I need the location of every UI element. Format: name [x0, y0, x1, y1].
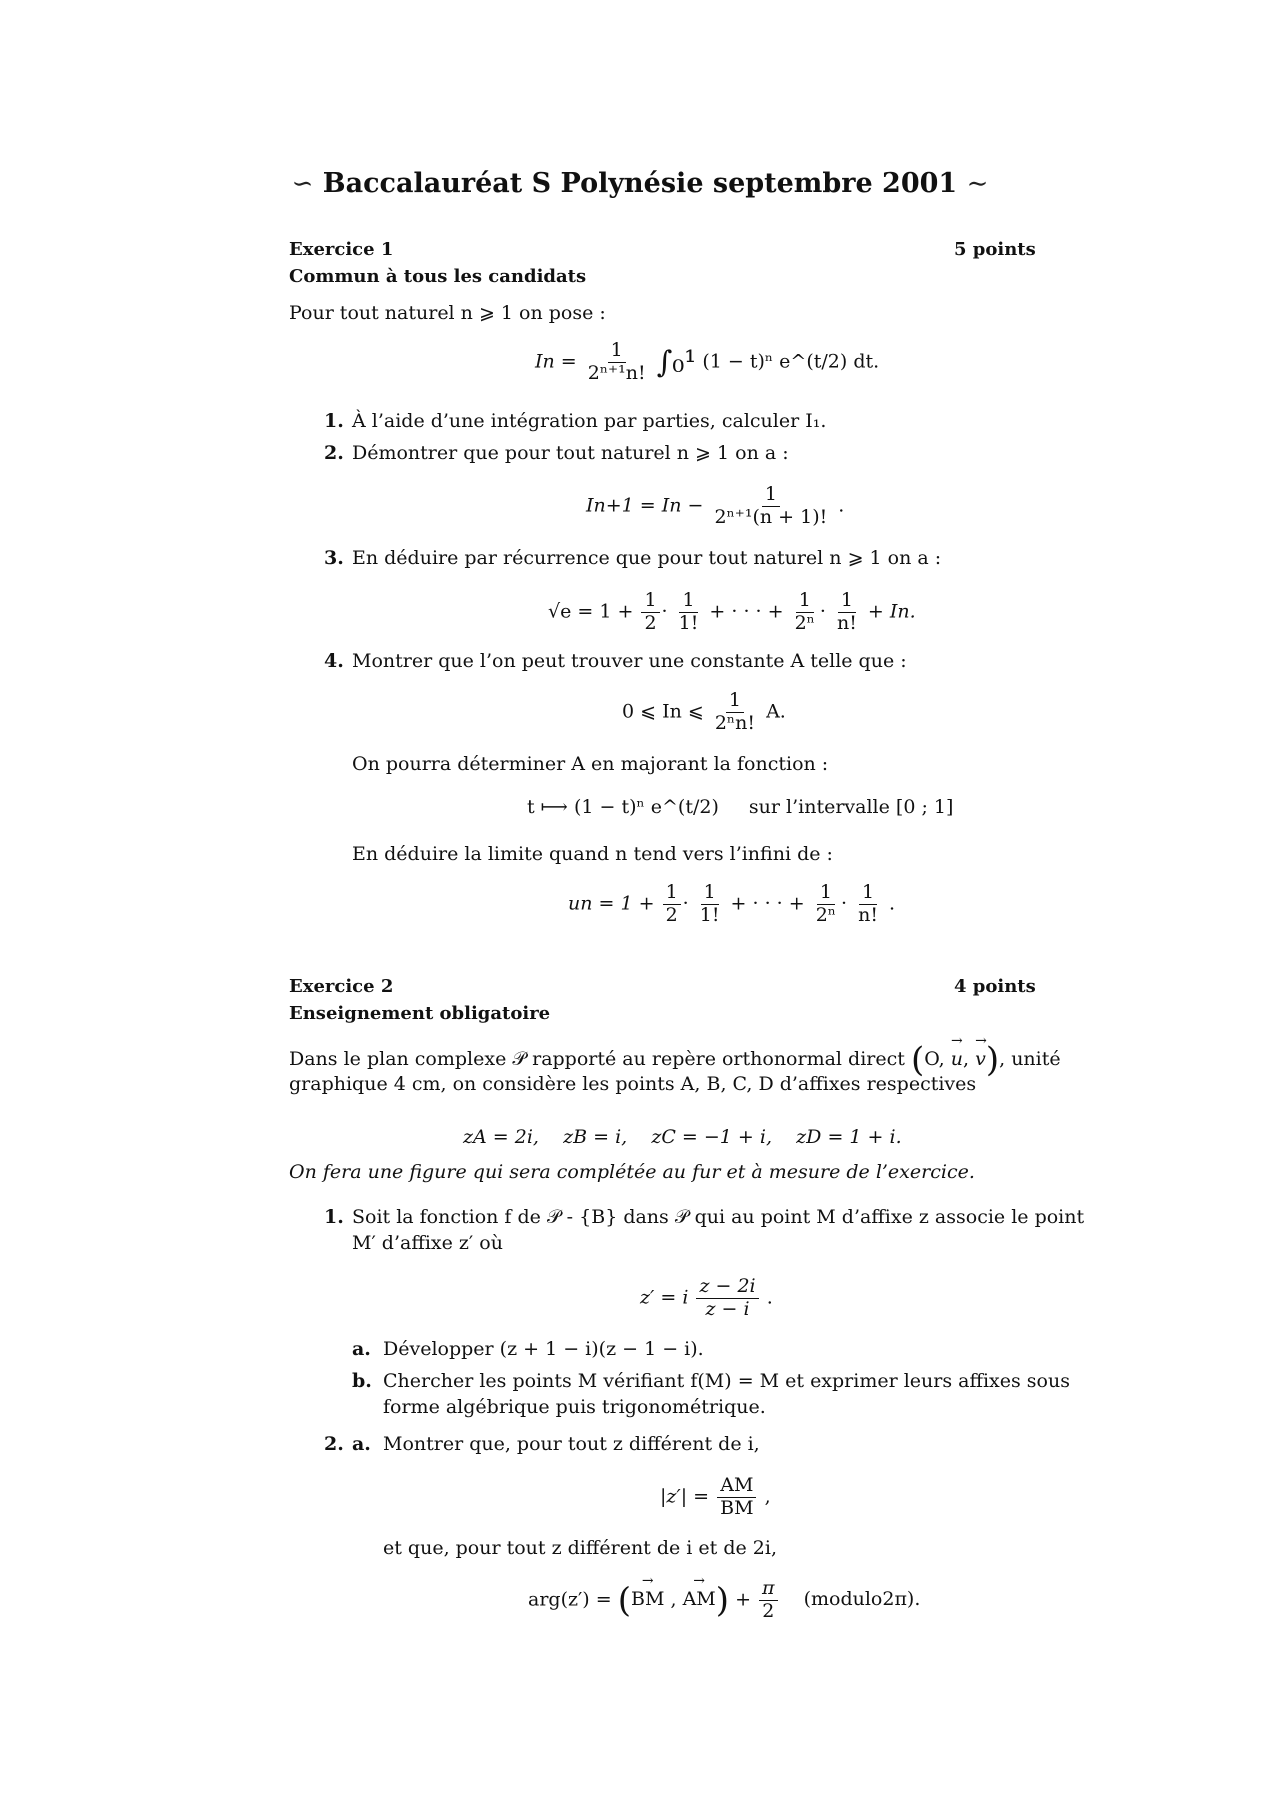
ex1-q1-text: À l’aide d’une intégration par parties, calculer I₁.: [352, 410, 827, 432]
eq-un-frac-c: [813, 882, 839, 927]
eq-un-d-den: n!: [858, 903, 878, 926]
eq-fun-map: t ⟼ (1 − t)ⁿ e^(t/2): [527, 796, 719, 818]
frame-origin: O,: [924, 1048, 945, 1070]
ex2-intro-a: Dans le plan complexe 𝒫 rapporté au repère orthonormal direct: [289, 1048, 905, 1070]
eq-sqrt-d-num: 1: [838, 590, 856, 613]
ex2-q1-number: 1.: [324, 1206, 344, 1228]
eq-un-a-den: 2: [665, 903, 678, 926]
eq-mod-end: ,: [764, 1485, 771, 1508]
ex1-heading: Exercice 1: [289, 239, 394, 260]
eq-In-body: (1 − t)ⁿ e^(t/2) dt.: [702, 350, 880, 373]
ex2-qb-text: Chercher les points M vérifiant f(M) = M et exprimer leurs affixes sous: [383, 1370, 1070, 1392]
ex2-q2a-text: Montrer que, pour tout z différent de i,: [383, 1433, 760, 1455]
page-title: [0, 168, 1280, 199]
eq-un-c-num: 1: [817, 882, 835, 905]
eq-recurrence: [586, 484, 844, 529]
eq-zprime-end: .: [766, 1286, 773, 1309]
ex2-heading: Exercice 2: [289, 976, 394, 997]
eq-In-num: 1: [608, 340, 626, 363]
eq-modulus: [660, 1475, 771, 1520]
eq-sqrt-b-den: 1!: [678, 611, 699, 634]
eq-argument: [528, 1578, 920, 1623]
eq-bound-den: 2ⁿn!: [714, 711, 756, 734]
eq-sqrt-frac-c: [792, 590, 818, 635]
eq-sqrt-a-den: 2: [644, 611, 657, 634]
eq-arg-num: π: [759, 1578, 778, 1601]
ex2-qb-text2: forme algébrique puis trigonométrique.: [383, 1396, 766, 1418]
ex2-q2a-label: a.: [352, 1433, 371, 1455]
eq-rec-end: .: [838, 494, 845, 517]
eq-sqrt-lhs: √e = 1 +: [548, 600, 634, 623]
eq-un-b-den: 1!: [699, 903, 720, 926]
eq-mod-lhs: |z′| =: [660, 1485, 710, 1508]
eq-sqrt-a-num: 1: [641, 590, 659, 613]
eq-In: [535, 340, 879, 385]
arg-open-paren: (: [617, 1580, 631, 1621]
ex2-intro-line2: graphique 4 cm, on considère les points A, B, C, D d’affixes respectives: [289, 1073, 977, 1095]
eq-un-frac-a: [663, 882, 681, 927]
eq-In-frac: [585, 340, 649, 385]
ornament-left-icon: ∽: [291, 169, 314, 199]
ex1-subtitle: Commun à tous les candidats: [289, 266, 587, 287]
eq-un-frac-d: [855, 882, 881, 927]
ex2-subtitle: Enseignement obligatoire: [289, 1003, 551, 1024]
eq-un-b-num: 1: [701, 882, 719, 905]
vector-v: → v: [975, 1048, 986, 1070]
vector-u: → u: [951, 1048, 963, 1070]
eq-un-lhs: un = 1 +: [568, 892, 655, 915]
eq-un-mid: + · · · +: [730, 892, 805, 915]
eq-zprime-lhs: z′ = i: [640, 1286, 689, 1309]
eq-sqrt-frac-d: [834, 590, 860, 635]
frame-open-paren: (: [910, 1040, 925, 1080]
ex2-qa-label: a.: [352, 1338, 371, 1360]
eq-sqrt-frac-a: [641, 590, 659, 635]
eq-In-integral: ∫₀¹: [656, 344, 697, 380]
vector-AM: → AM: [683, 1588, 716, 1610]
eq-function: [527, 796, 953, 818]
eq-bound-lhs: 0 ⩽ In ⩽: [622, 700, 704, 723]
ex2-qb-label: b.: [352, 1370, 372, 1392]
vector-BM: → BM: [631, 1588, 664, 1610]
eq-rec-num: 1: [762, 484, 780, 507]
eq-zprime-num: z − 2i: [696, 1276, 758, 1299]
frame-close-paren: ): [985, 1040, 1000, 1080]
ex2-qa-text: Développer (z + 1 − i)(z − 1 − i).: [383, 1338, 704, 1360]
eq-sqrt-e: √e = 1 + $\frac{1}{2}$ · $\frac{1}{1!}$ + · · · + $\frac{1}{\text{2ⁿ}}$ · $\frac{1}{n!}$ + In.: [548, 589, 916, 634]
title-text: Baccalauréat S Polynésie septembre 2001: [322, 168, 958, 199]
ex2-q1-text2: M′ d’affixe z′ où: [352, 1232, 503, 1254]
ex2-q1-text: Soit la fonction f de 𝒫 - {B} dans 𝒫 qui au point M d’affixe z associe le point: [352, 1206, 1085, 1228]
eq-bound-end: A.: [766, 700, 786, 723]
eq-rec-frac: [712, 484, 831, 529]
eq-bound: [622, 690, 786, 735]
eq-fun-text: sur l’intervalle [0 ; 1]: [748, 796, 954, 818]
ex1-intro: Pour tout naturel n ⩾ 1 on pose :: [289, 302, 606, 324]
eq-un-a-num: 1: [663, 882, 681, 905]
ex1-q3-text: En déduire par récurrence que pour tout naturel n ⩾ 1 on a :: [352, 547, 942, 569]
eq-mod-den: BM: [720, 1496, 754, 1519]
ex2-points: 4 points: [954, 976, 1036, 997]
ex2-intro-b: , unité: [999, 1048, 1061, 1070]
eq-arg-plus: +: [735, 1588, 751, 1611]
eq-un-end: .: [889, 892, 896, 915]
eq-un-frac-b: [697, 882, 723, 927]
ex1-q4-number: 4.: [324, 650, 344, 672]
eq-sqrt-c-den: 2ⁿ: [794, 611, 815, 634]
ex1-q4-text: Montrer que l’on peut trouver une constante A telle que :: [352, 650, 907, 672]
ex2-q2a-more: et que, pour tout z différent de i et de 2i,: [383, 1537, 777, 1559]
eq-mod-num: AM: [717, 1475, 756, 1498]
eq-bound-frac: [712, 690, 758, 735]
frame-sep: ,: [963, 1048, 970, 1070]
eq-arg-frac: [759, 1578, 778, 1623]
eq-arg-sep: ,: [670, 1588, 677, 1611]
eq-mod-frac: [717, 1475, 756, 1520]
eq-In-den: 2ⁿ⁺¹n!: [587, 361, 646, 384]
eq-arg-lhs: arg(z′) =: [528, 1588, 612, 1611]
eq-un: un = 1 + $\frac{1}{2}$ · $\frac{1}{1!}$ + · · · + $\frac{1}{\text{2ⁿ}}$ · $\frac{1}{n!}$ .: [568, 881, 896, 926]
ex1-q3-number: 3.: [324, 547, 344, 569]
ex1-q1-number: 1.: [324, 410, 344, 432]
eq-sqrt-d-den: n!: [837, 611, 857, 634]
eq-zprime: [640, 1276, 773, 1321]
eq-sqrt-frac-b: [676, 590, 702, 635]
eq-arg-mod: (modulo2π).: [803, 1588, 921, 1611]
eq-sqrt-c-num: 1: [796, 590, 814, 613]
eq-sqrt-mid: + · · · +: [709, 600, 784, 623]
eq-arg-den: 2: [762, 1599, 775, 1622]
eq-rec-lhs: In+1 = In −: [586, 494, 704, 517]
ex1-points: 5 points: [954, 239, 1036, 260]
ex1-q4-limit: En déduire la limite quand n tend vers l’infini de :: [352, 843, 833, 865]
eq-bound-num: 1: [726, 690, 744, 713]
eq-un-d-num: 1: [859, 882, 877, 905]
eq-zprime-frac: [696, 1276, 758, 1321]
ex1-q2-number: 2.: [324, 442, 344, 464]
eq-In-lhs: In =: [535, 350, 577, 373]
eq-un-c-den: 2ⁿ: [815, 903, 837, 926]
ex2-q2-number: 2.: [324, 1433, 344, 1455]
ex1-q4-more: On pourra déterminer A en majorant la fonction :: [352, 753, 829, 775]
ornament-right-icon: ∼: [966, 169, 989, 199]
eq-zprime-den: z − i: [705, 1297, 750, 1320]
eq-sqrt-end: + In.: [867, 600, 916, 623]
ex1-q2-text: Démontrer que pour tout naturel n ⩾ 1 on a :: [352, 442, 789, 464]
eq-sqrt-b-num: 1: [679, 590, 697, 613]
ex2-affixes: zA = 2i, zB = i, zC = −1 + i, zD = 1 + i.: [463, 1126, 902, 1148]
ex2-figure-note: On fera une figure qui sera complétée au fur et à mesure de l’exercice.: [289, 1161, 975, 1183]
arg-close-paren: ): [715, 1580, 730, 1621]
eq-rec-den: 2ⁿ⁺¹(n + 1)!: [714, 505, 828, 528]
